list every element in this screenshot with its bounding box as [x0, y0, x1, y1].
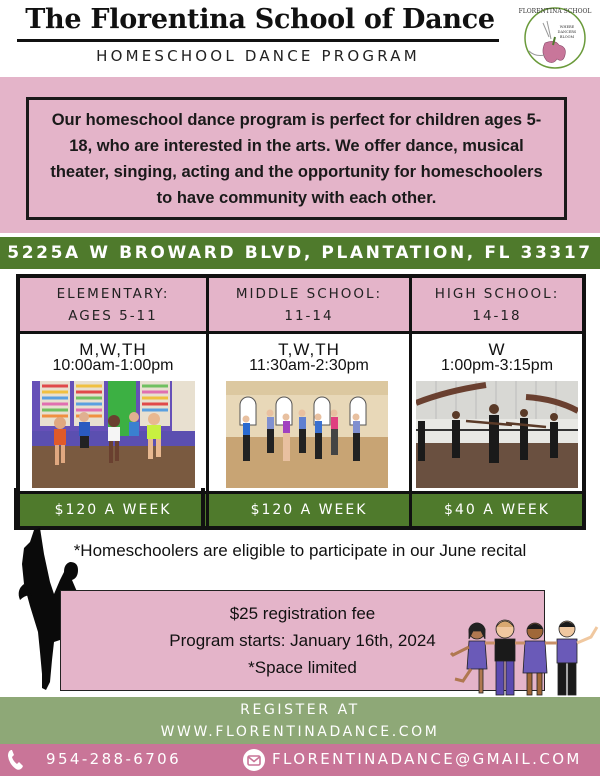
svg-text:FLORENTINA SCHOOL: FLORENTINA SCHOOL	[518, 8, 592, 15]
program-heading	[209, 278, 409, 334]
program-start-date: Program starts: January 16th, 2024	[169, 631, 436, 650]
svg-text:WHERE: WHERE	[559, 25, 575, 29]
kids-dance-class-photo	[32, 381, 195, 488]
space-limited-note: *Space limited	[248, 658, 357, 677]
kids-group-illustration-icon	[447, 613, 599, 699]
phone-number[interactable]: 954-288-6706	[46, 750, 182, 768]
program-days: W	[488, 340, 506, 359]
program-ages: 14-18	[472, 307, 522, 324]
register-band	[0, 697, 600, 744]
svg-text:BLOOM: BLOOM	[559, 35, 575, 39]
email-address[interactable]: FLORENTINADANCE@GMAIL.COM	[272, 750, 582, 768]
page-title: The Florentina School of Dance	[25, 4, 495, 35]
phone-icon	[7, 749, 25, 771]
register-label: REGISTER AT	[240, 701, 360, 718]
program-days: T,W,TH	[278, 340, 340, 359]
registration-fee: $25 registration fee	[229, 604, 376, 623]
register-website-link[interactable]: WWW.FLORENTINADANCE.COM	[160, 723, 440, 740]
program-heading	[412, 278, 582, 334]
title-divider	[17, 39, 499, 42]
program-price: $120 A WEEK	[209, 491, 409, 526]
program-ages: AGES 5-11	[68, 307, 158, 324]
ballet-class-photo	[416, 381, 578, 488]
intro-text: Our homeschool dance program is perfect for children ages 5-18, who are interested in the arts. We offer dance, musical theater, singing, acting and the opportunity for homeschoolers to have community with each other.	[50, 110, 543, 207]
studio-dance-class-photo	[226, 381, 388, 488]
program-schedule	[412, 337, 582, 379]
program-schedule	[20, 337, 206, 379]
recital-footnote: *Homeschoolers are eligible to participate in our June recital	[73, 541, 527, 560]
program-ages: 11-14	[284, 307, 334, 324]
program-middle-school	[209, 278, 409, 526]
address-bar: 5225A W BROWARD BLVD, PLANTATION, FL 33317	[0, 237, 600, 269]
page-subtitle: HOMESCHOOL DANCE PROGRAM	[96, 47, 420, 65]
program-time: 11:30am-2:30pm	[249, 357, 369, 374]
program-schedule	[209, 337, 409, 379]
program-level: HIGH SCHOOL:	[434, 285, 560, 302]
program-time: 1:00pm-3:15pm	[440, 357, 554, 374]
program-days: M,W,TH	[79, 340, 147, 359]
intro-box	[26, 97, 567, 220]
program-price: $120 A WEEK	[20, 491, 206, 526]
program-price: $40 A WEEK	[412, 491, 582, 526]
program-level: MIDDLE SCHOOL:	[235, 285, 383, 302]
mail-icon	[243, 749, 265, 771]
program-time: 10:00am-1:00pm	[52, 357, 174, 374]
program-heading	[20, 278, 206, 334]
svg-text:DANCERS: DANCERS	[557, 30, 577, 34]
program-high-school	[412, 278, 582, 526]
school-logo-icon	[515, 3, 595, 73]
contact-band	[0, 744, 600, 776]
program-level: ELEMENTARY:	[56, 285, 170, 302]
